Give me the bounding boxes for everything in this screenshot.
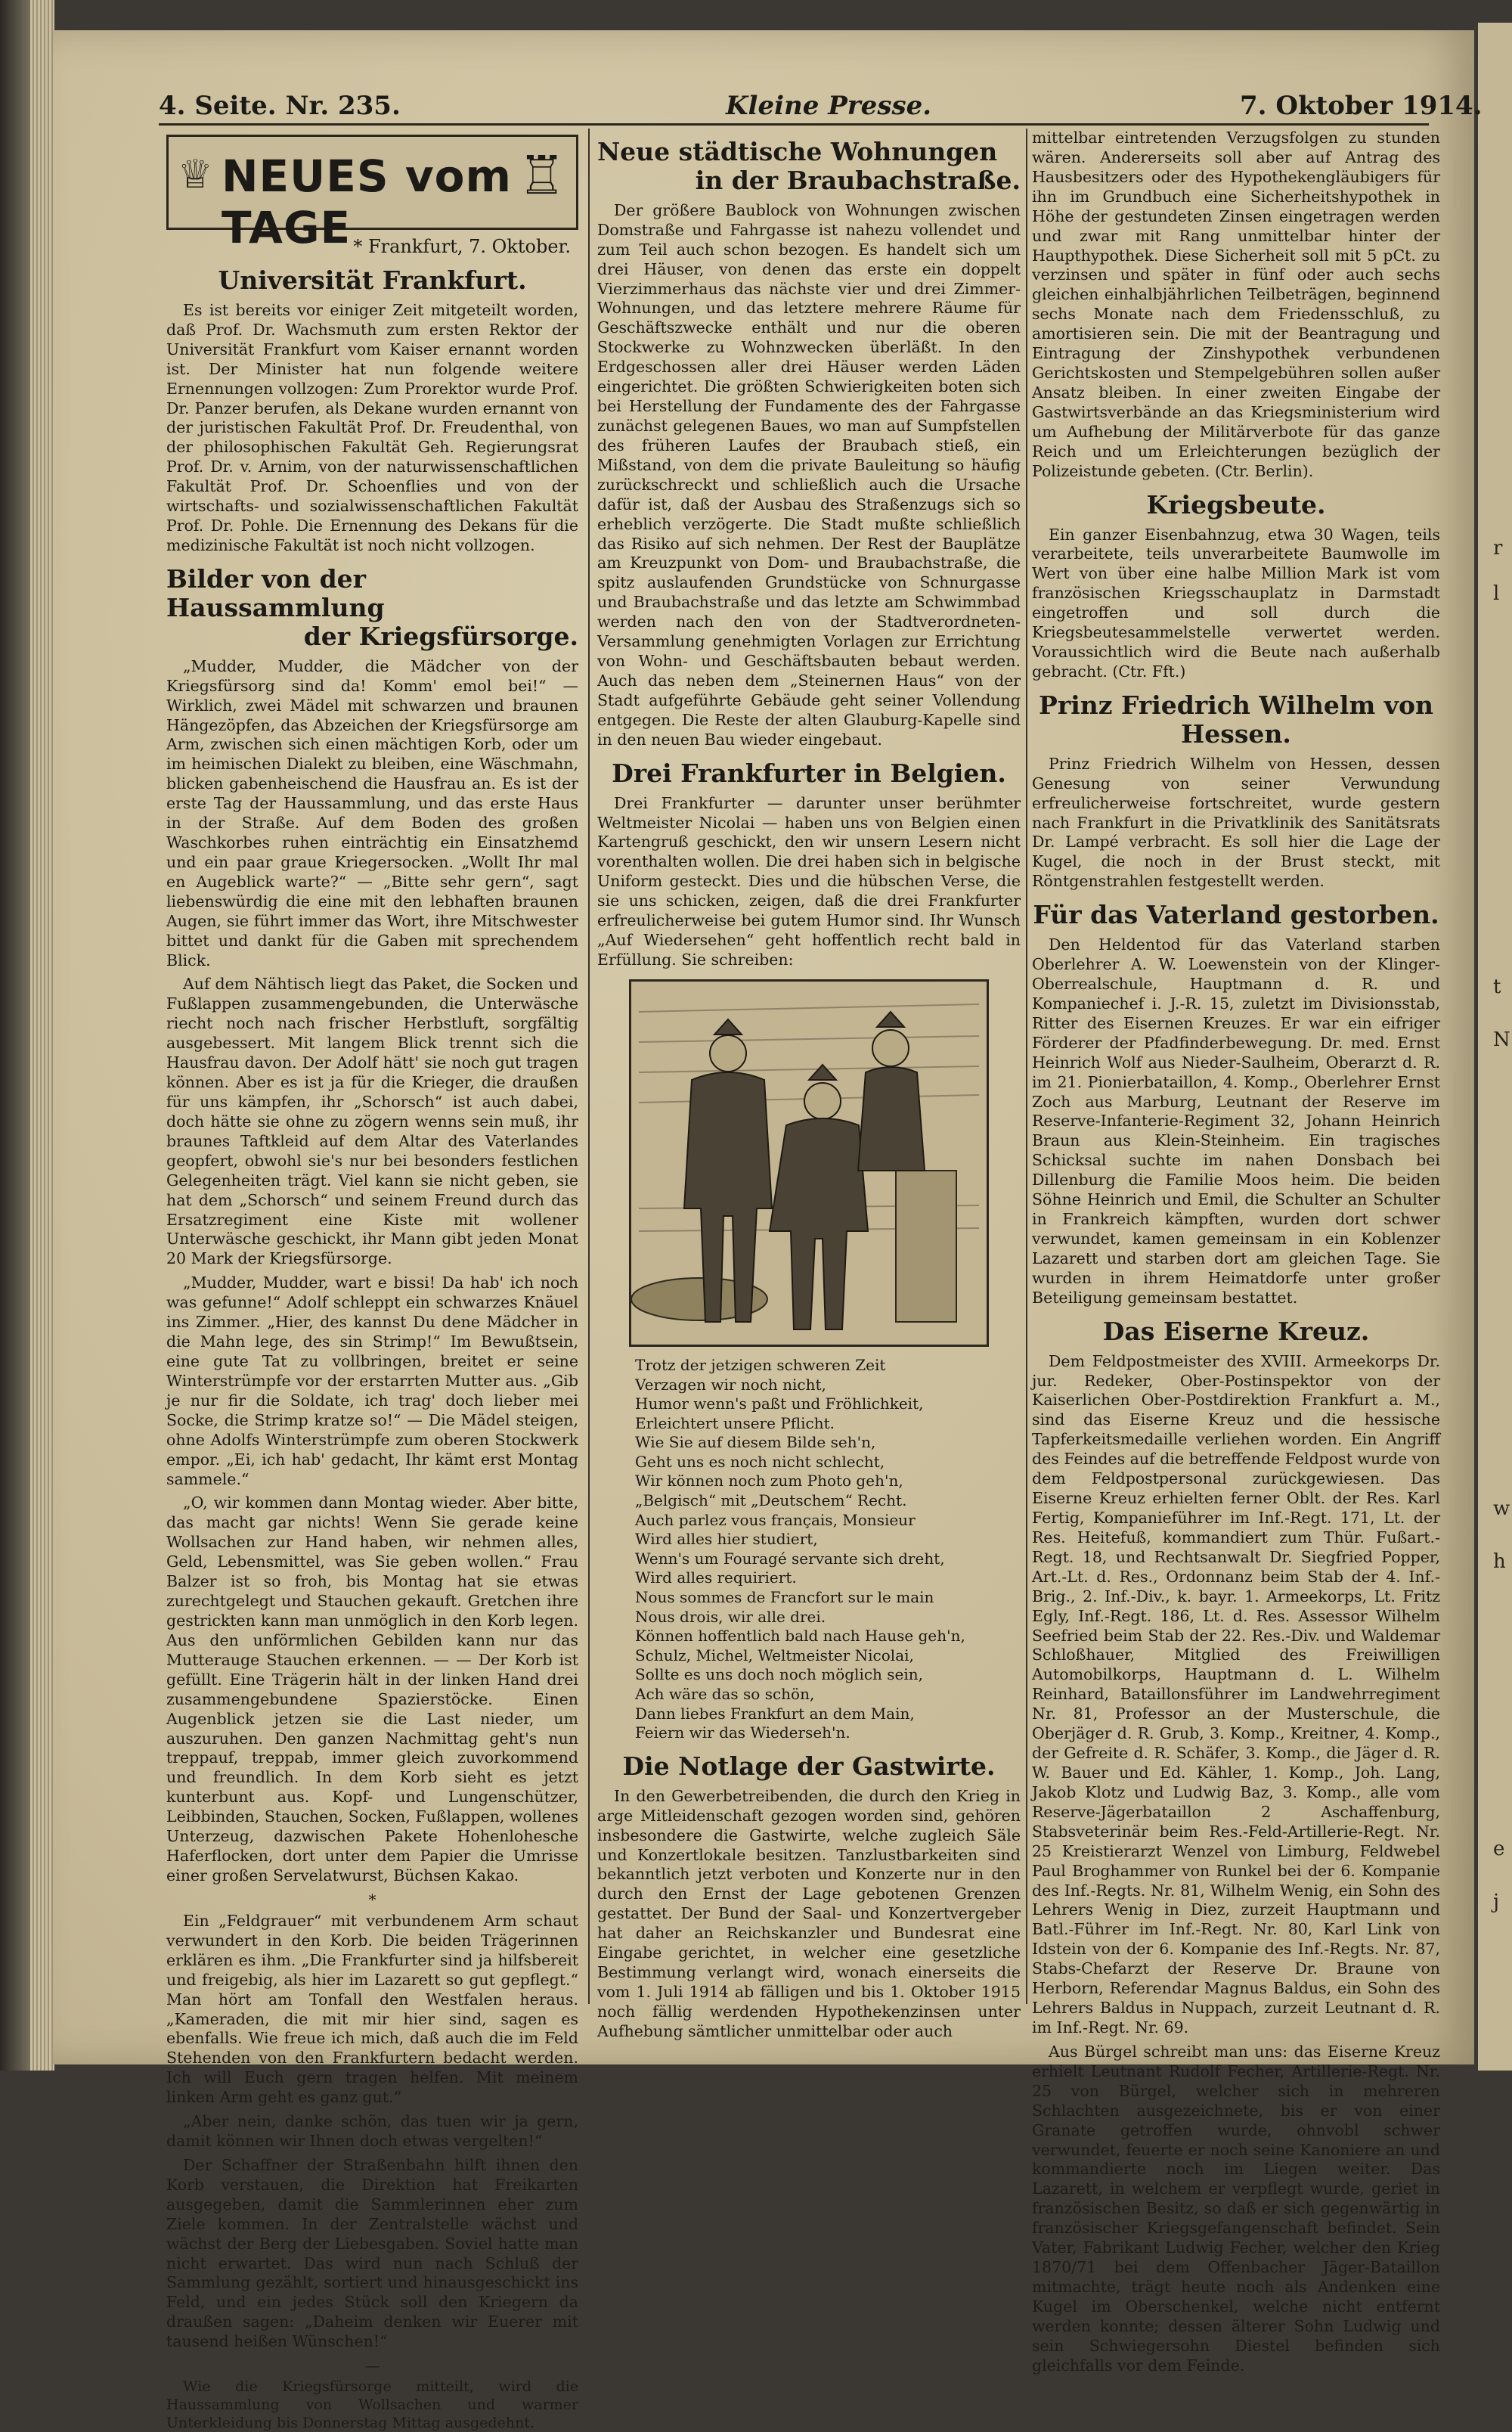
poem-line: Ach wäre das so schön, — [635, 1685, 815, 1704]
poem-line: Humor wenn's paßt und Fröhlichkeit, — [635, 1394, 924, 1413]
article-paragraph: Auf dem Nähtisch liegt das Paket, die Socken und Fußlappen zusammengebunden, die Unterwäsche riecht noch nach frischer Herbstluft, sorgfältig ausgebessert. Mit langem Blick trennt sich die Hausfrau davon. Der Adolf hätt' sie noch gut tragen können. Aber es ist ja für die Krieger, die draußen für uns kämpfen, ihr „Schorsch“ ist auch dabei, doch hätte sie ohne zu zögern wenns sein muß, ihr braunes Taftkleid auf dem Altar des Vaterlandes geopfert, obwohl sie's nur bei besonders festlichen Gelegenheiten trägt. Viel kann sie nicht geben, sie hat dem „Schorsch“ und seinem Freund durch das Ersatzregiment eine Kiste mit wollener Unterwäsche geschickt, ihr Mann gibt jeden Monat 20 Mark der Kriegsfürsorge. — [166, 975, 578, 1268]
separator: * — [368, 1890, 376, 1909]
article-paragraph: Wie die Kriegsfürsorge mitteilt, wird die Haussammlung von Wollsachen und warmer Unterkleidung bis Donnerstag Mittag ausgedehnt. — [166, 2378, 578, 2432]
page-edges — [30, 0, 54, 2071]
poem-line: Dann liebes Frankfurt an dem Main, — [635, 1704, 915, 1723]
masthead-title: NEUES vom TAGE — [222, 150, 512, 253]
article-heading: Prinz Friedrich Wilhelm von Hessen. — [1039, 690, 1433, 749]
article-paragraph: In den Gewerbetreibenden, die durch den Krieg in arge Mitleidenschaft gezogen worden sind, gehören insbesondere die Gastwirte, welche zugleich Säle und Konzertlokale besitzen. Tanzlustbarkeiten sind bekanntlich jetzt verboten und Konzerte nur in den durch den Ernst der Lage gebotenen Grenzen gestattet. Der Bund der Saal- und Konzertvergeber hat daher an Reichskanzler und Bundesrat eine Eingabe gerichtet, in welcher eine gesetzliche Bestimmung verlangt wird, wonach einerseits die vom 1. Juli 1914 ab fälligen und bis 1. Oktober 1915 noch fällig werdenden Hypothekenzinsen unter Aufhebung sämtlicher unmittelbar oder auch — [597, 1786, 1021, 2040]
adjacent-page-fragment: t — [1493, 976, 1501, 998]
adjacent-page-fragment: h — [1493, 1550, 1506, 1573]
article-paragraph: Der größere Baublock von Wohnungen zwischen Domstraße und Fahrgasse ist nahezu vollendet und zum Teil auch schon bezogen. Es handelt sich um drei Häuser, von denen das erste ein doppelt Vierzimmerhaus das nächste vier und drei Zimmer-Wohnungen, und das letztere mehrere Räume für Geschäftszwecke enthält und nur die oberen Stockwerke zu Wohnzwecken überläßt. In den Erdgeschossen aller drei Häuser werden Läden eingerichtet. Die größten Schwierigkeiten boten sich bei Herstellung der Fundamente des der Fahrgasse zunächst gelegenen Baues, wo man auf Sumpfstellen des früheren Laufes der Braubach stieß, ein Mißstand, von dem die private Bauleitung so häufig zurückschreckt und schließlich auch die Ursache dafür ist, daß der Ausbau des Straßenzugs sich so erheblich verzögerte. Die Stadt mußte schließlich das Risiko auf sich nehmen. Der Rest der Bauplätze am Kreuzpunkt von Dom- und Braubachstraße, die spitz auslaufenden Grundstücke von Schnurgasse und Braubachstraße und das letzte am Schwimmbad werden nach den von der Stadtverordneten-Versammlung genehmigten Vorlagen zur Errichtung von Wohn- und Geschäftsbauten bebaut werden. Auch das neben dem „Steinernen Haus“ von der Stadt aufgeführte Gebäude geht seiner Vollendung entgegen. Die Reste der alten Glauburg-Kapelle sind in den neuen Bau wieder eingebaut. — [597, 200, 1021, 749]
heading-line: Bilder von der Haussammlung — [166, 563, 385, 622]
article-paragraph: Ein ganzer Eisenbahnzug, etwa 30 Wagen, teils verarbeitete, teils unverarbeitete Baumwolle im Wert von über eine halbe Million Mark ist vom französischen Kriegsschauplatz in Darmstadt eingetroffen und soll durch die Kriegsbeutesammelstelle verwertet werden. Voraussichtlich wird die Beute nach außerhalb gebracht. (Ctr. Fft.) — [1032, 525, 1440, 681]
adjacent-page-fragment: r — [1493, 537, 1503, 560]
article-paragraph: „Mudder, Mudder, die Mädcher von der Kriegsfürsorg sind da! Komm' emol bei!“ — Wirklich, zwei Mädel mit schwarzen und braunen Hängezöpfen, das Abzeichen der Kriegsfürsorge am Arm, zwischen sich einen mächtigen Korb, oder um im heimischen Dialekt zu bleiben, eine Wäschmahn, blicken gabenheischend die Hausfrau an. Es ist der erste Tag der Haussammlung, und das erste Haus in der Straße. Auf dem Boden des großen Waschkorbes ruhen einträchtig ein Einsatzhemd und ein paar graue Kriegersocken. „Wollt Ihr mal en Augeblick warte?“ — „Bitte sehr gern“, sagt liebenswürdig die eine mit den lebhaften braunen Augen, sie führt immer das Wort, ihre Mitschwester bittet und dankt für die Gaben mit sprechendem Blick. — [166, 656, 578, 969]
poem-line: Können hoffentlich bald nach Hause geh'n, — [635, 1627, 965, 1646]
article-paragraph: Den Heldentod für das Vaterland starben Oberlehrer A. W. Loewenstein von der Klinger-Oberrealschule, Hauptmann d. R. und Kompaniechef i. J.-R. 15, zuletzt im Divisionsstab, Ritter des Eisernen Kreuzes. Er war ein eifriger Förderer der Pfadfinderbewegung. Dr. med. Ernst Heinrich Wolf aus Nieder-Saulheim, Oberarzt d. R. im 21. Pionierbataillon, 4. Komp., Oberlehrer Ernst Zoch aus Marburg, Leutnant der Reserve im Reserve-Infanterie-Regiment 32, Johann Heinrich Braun aus Klein-Steinheim. Ein tragisches Schicksal suchte im nahen Donsbach bei Dillenburg die Familie Moos heim. Die beiden Söhne Heinrich und Emil, die Schulter an Schulter in Frankreich kämpften, wurden dort schwer verwundet, kamen gemeinsam in ein Koblenzer Lazarett und starben dort am gleichen Tage. Sie wurden in ihrem Heimatdorfe unter großer Beteiligung gemeinsam bestattet. — [1032, 935, 1440, 1307]
column-rule — [588, 129, 590, 2004]
column-rule — [1026, 129, 1027, 2004]
dateline: * Frankfurt, 7. Oktober. — [353, 236, 571, 257]
article-paragraph: Prinz Friedrich Wilhelm von Hessen, dessen Genesung von seiner Verwundung erfreulicherweise fortschreitet, wurde gestern nach Frankfurt in die Privatklinik des Sanitätsrats Dr. Lampé verbracht. Es soll hier die Lage der Kugel, die noch in der Brust steckt, mit Röntgenstrahlen festgestellt werden. — [1032, 754, 1440, 891]
poem-line: Sollte es uns doch noch möglich sein, — [635, 1665, 924, 1684]
page-number-header: 4. Seite. Nr. 235. — [159, 91, 401, 121]
poem-line: Geht uns es noch nicht schlecht, — [635, 1452, 885, 1471]
poem-line: Trotz der jetzigen schweren Zeit — [635, 1355, 886, 1374]
poem-line: „Belgisch“ mit „Deutschem“ Recht. — [635, 1491, 907, 1510]
article-paragraph: Es ist bereits vor einiger Zeit mitgeteilt worden, daß Prof. Dr. Wachsmuth zum ersten Rektor der Universität Frankfurt vom Kaiser ernannt worden ist. Der Minister hat nun folgende weitere Ernennungen vollzogen: Zum Prorektor wurde Prof. Dr. Panzer berufen, als Dekane wurden ernannt von der juristischen Fakultät Prof. Dr. Freudenthal, von der philosophischen Fakultät Geh. Regierungsrat Prof. Dr. v. Arnim, von der naturwissenschaftlichen Fakultät Prof. Dr. Schoenflies und von der wirtschafts- und sozialwissenschaftlichen Fakultät Prof. Dr. Pohle. Die Ernennung des Dekans für die medizinische Fakultät ist noch nicht vollzogen. — [166, 300, 578, 554]
article-heading: Drei Frankfurter in Belgien. — [612, 758, 1006, 788]
article-paragraph: Der Schaffner der Straßenbahn hilft ihnen den Korb verstauen, die Direktion hat Freikarten ausgegeben, damit die Sammlerinnen eher zum Ziele kommen. In der Zentralstelle wächst und wächst der Berg der Liebesgaben. Soviel hatte man nicht erwartet. Das wird nun nach Schluß der Sammlung gezählt, sortiert und hinausgeschickt ins Feld, und ein jedes Stück soll den Kriegern da draußen sagen: „Daheim denken wir Euerer mit tausend heißen Wünschen!“ — [166, 2155, 578, 2351]
article-heading: Universität Frankfurt. — [218, 265, 527, 295]
adjacent-page-fragment: j — [1493, 1891, 1500, 1913]
article-paragraph: Aus Bürgel schreibt man uns: das Eiserne Kreuz erhielt Leutnant Rudolf Fecher, Artillerie-Regt. Nr. 25 von Bürgel, welcher sich in mehreren Schlachten ausgezeichnete, bis er von einer Granate getroffen wurde, ohnvobl schwer verwundet, feuerte er noch seine Kanoniere an und kommandierte noch im Liegen weiter. Das Lazarett, in welchem er verpflegt wurde, geriet in französischen Besitz, so daß er sich gegenwärtig in französischer Kriegsgefangenschaft befindet. Sein Vater, Fabrikant Ludwig Fecher, welcher den Krieg 1870/71 bei dem Offenbacher Jäger-Bataillon mitmachte, trägt heute noch als Andenken eine Kugel im Oberschenkel, welche nicht entfernt werden konnte; dessen älterer Sohn Ludwig und sein Schwiegersohn Diestel befinden sich gleichfalls vor dem Feinde. — [1032, 2042, 1440, 2375]
article-heading: Kriegsbeute. — [1146, 489, 1326, 520]
date-header: 7. Oktober 1914. — [1240, 91, 1483, 121]
adjacent-page-fragment: N — [1493, 1028, 1510, 1051]
poem-line: Nous drois, wir alle drei. — [635, 1607, 826, 1626]
newspaper-title-header: Kleine Presse. — [726, 91, 932, 121]
article-heading — [597, 138, 1021, 195]
column-2 — [597, 129, 1021, 2040]
column-3 — [1032, 129, 1440, 2375]
heading-line: Neue städtische Wohnungen — [597, 137, 998, 166]
article-paragraph: Dem Feldpostmeister des XVIII. Armeekorps Dr. jur. Redeker, Ober-Postinspektor von der Kaiserlichen Ober-Postdirektion Frankfurt a. M., sind das Eiserne Kreuz und die hessische Tapferkeitsmedaille verliehen worden. Ein Angriff des Feindes auf die betreffende Feldpost wurde von dem Feldpostpersonal zurückgewiesen. Das Eiserne Kreuz erhielten ferner Oblt. der Res. Karl Fertig, Kompanieführer im Inf.-Regt. 171, Lt. der Res. Heitefuß, kommandiert zum Thür. Fußart.-Regt. 18, und Rechtsanwalt Dr. Siegfried Popper, Art.-Lt. d. Res., Ordonnanz beim Stab der 4. Inf.-Brig., 2. Inf.-Div., k. bayr. 1. Armeekorps, Lt. Fritz Egly, Inf.-Regt. 186, Lt. d. Res. Assessor Wilhelm Seefried beim Stab der 22. Res.-Div. und Waldemar Schloßhauer, Mitglied des Freiwilligen Automobilkorps, Hauptmann d. L. Wilhelm Reinhard, Bataillonsführer im Landwehrregiment Nr. 81, Professor an der Musterschule, die Oberjäger d. R. Grub, 3. Komp., Kreitner, 4. Komp., der Gefreite d. R. Schäfer, 3. Komp., die Jäger d. R. W. Bauer und Ed. Kähler, 1. Komp., Joh. Lang, Jakob Klotz und Ludwig Baz, 3. Komp., alle vom Reserve-Jägerbataillon 2 Aschaffenburg, Stabsveterinär beim Res.-Feld-Artillerie-Regt. Nr. 25 Kreistierarzt Wenzel von Limburg, Feldwebel Paul Broghammer von Runkel bei der 6. Kompanie des Inf.-Regts. Nr. 81, Wilhelm Wenig, ein Sohn des Lehrers Wenig in Diez, zurzeit Hauptmann und Batl.-Führer im Inf.-Regt. Nr. 80, Karl Link von Idstein von der 6. Kompanie des Inf.-Regts. Nr. 87, Stabs-Chefarzt der Reserve Dr. Braune von Herborn, Referendar Magnus Baldus, ein Sohn des Lehrers Baldus in Nuppach, zurzeit Leutnant d. R. im Inf.-Regt. Nr. 69. — [1032, 1351, 1440, 2036]
poem-line: Wird alles requiriert. — [635, 1568, 797, 1587]
poem-line: Wie Sie auf diesem Bilde seh'n, — [635, 1433, 876, 1452]
adjacent-page-fragment: w — [1493, 1497, 1510, 1520]
poem-line: Wird alles hier studiert, — [635, 1530, 818, 1549]
poem-line: Nous sommes de Francfort sur le main — [635, 1588, 934, 1607]
poem-line: Erleichtert unsere Pflicht. — [635, 1413, 835, 1432]
article-paragraph: Drei Frankfurter — darunter unser berühmter Weltmeister Nicolai — haben uns von Belgien einen Kartengruß geschickt, den wir unsern Lesern nicht vorenthalten wollen. Die drei haben sich in belgische Uniform gesteckt. Dies und die hübschen Verse, die sie uns schicken, zeigen, daß die drei Frankfurter erfreulicherweise bei gutem Humor sind. Ihr Wunsch „Auf Wiedersehen“ geht hoffentlich recht bald in Erfüllung. Sie schreiben: — [597, 793, 1021, 969]
poem-line: Schulz, Michel, Weltmeister Nicolai, — [635, 1646, 914, 1664]
adjacent-page-strip — [1478, 23, 1512, 2071]
poem-line: Wir können noch zum Photo geh'n, — [635, 1472, 903, 1491]
column-1 — [166, 129, 578, 2432]
soldiers-illustration — [629, 979, 989, 1347]
cathedral-icon: ♖ — [518, 144, 565, 206]
article-paragraph: Ein „Feldgrauer“ mit verbundenem Arm schaut verwundert in den Korb. Die beiden Trägerinnen erklären es ihm. „Die Frankfurter sind ja hilfsbereit und freigebig, als hier im Lazarett so gut gepflegt.“ Man hört am Tonfall den Westfalen heraus. „Kameraden, die mit mir hier sind, sagen es ebenfalls. Wie freue ich mich, daß auch die im Feld Stehenden von den Frankfurtern bedacht werden. Ich will Euch gern tragen helfen. Mit meinem linken Arm geht es ganz gut.“ — [166, 1911, 578, 2107]
heading-line: in der Braubachstraße. — [695, 165, 1021, 195]
poem — [635, 1356, 1021, 1743]
separator: — — [364, 2356, 380, 2375]
adjacent-page-fragment: e — [1493, 1838, 1505, 1860]
adjacent-page-fragment: l — [1493, 582, 1500, 605]
article-heading: Das Eiserne Kreuz. — [1102, 1316, 1370, 1346]
poem-line: Feiern wir das Wiederseh'n. — [635, 1723, 850, 1742]
illustration-drawing — [631, 982, 987, 1345]
poem-line: Wenn's um Fouragé servante sich dreht, — [635, 1549, 945, 1568]
poem-line: Auch parlez vous français, Monsieur — [635, 1510, 916, 1529]
heading-line: der Kriegsfürsorge. — [303, 621, 578, 651]
article-heading: Die Notlage der Gastwirte. — [622, 1751, 996, 1781]
article-paragraph: „Mudder, Mudder, wart e bissi! Da hab' ich noch was gefunne!“ Adolf schleppt ein schwarzes Knäuel ins Zimmer. „Hier, des kannst Du dene Mädcher in die Mahn lege, des sin Strimp!“ Im Bewußtsein, eine gute Tat zu vollbringen, breitet er seine Winterstrümpfe vor der erstarrten Mutter aus. „Gib je nur fir die Soldate, ich trag' doch lieber mei Socke, die Strimp kratze so!“ — Die Mädel steigen, ohne Adolfs Winterstrümpfe zum oberen Stockwerk empor. „Ei, ich hab' gedacht, Ihr kämt erst Montag sammele.“ — [166, 1273, 578, 1488]
article-paragraph: „O, wir kommen dann Montag wieder. Aber bitte, das macht gar nichts! Wenn Sie gerade keine Wollsachen zur Hand haben, wir nehmen alles, Geld, Lebensmittel, was Sie geben wollen.“ Frau Balzer ist so froh, bis Montag hat sie etwas zurechtgelegt und Stauchen gekauft. Gretchen ihre gestrickten kann man unmöglich in den Korb legen. Aus den unförmlichen Gebilden kann nur das Mutterauge Stauchen erkennen. — — Der Korb ist gefüllt. Eine Trägerin hält in der linken Hand drei zusammengebundene Spazierstöcke. Einen Augenblick jetzen sie die Last nieder, um auszuruhen. Den ganzen Nachmittag geht's nun treppauf, treppab, immer gleich zuvorkommend und freundlich. In dem Korb sieht es jetzt kunterbunt aus. Kopf- und Lungenschützer, Leibbinden, Stauchen, Socken, Fußlappen, wollenes Unterzeug, dazwischen Pakete Hohenlohesche Haferflocken, dort unter dem Papier die Umrisse einer großen Servelatwurst, Büchsen Kakao. — [166, 1494, 578, 1884]
article-paragraph: „Aber nein, danke schön, das tuen wir ja gern, damit können wir Ihnen doch etwas vergelten!“ — [166, 2112, 578, 2151]
article-heading: Für das Vaterland gestorben. — [1033, 900, 1439, 930]
poem-line: Verzagen wir noch nicht, — [635, 1375, 826, 1394]
article-paragraph: mittelbar eintretenden Verzugsfolgen zu stunden wären. Andererseits soll aber auf Antrag des Hausbesitzers oder des Hypothekengläubigers für ihn im Grundbuch eine Sicherheitshypothek in Höhe der gestundeten Zinsen eingetragen werden und zwar mit Rang unmittelbar hinter der Haupthypothek. Diese Sicherheit soll mit 5 pCt. zu verzinsen und später in fünf oder auch sechs gleichen einhalbjährlichen Teilbeträgen, beginnend sechs Monate nach dem Friedensschluß, zu amortisieren sein. Die mit der Beantragung und Eintragung der Zinshypothek verbundenen Gerichtskosten und Stempelgebühren sollen außer Ansatz bleiben. In einer zweiten Eingabe der Gastwirtsverbände an das Kriegsministerium wird um Aufhebung der Militärverbote für das ganze Reich und um Erleichterungen bezüglich der Polizeistunde gebeten. (Ctr. Berlin). — [1032, 129, 1440, 480]
article-heading — [166, 565, 578, 651]
header-rule — [159, 123, 1429, 126]
eagle-icon: ♕ — [178, 152, 213, 197]
